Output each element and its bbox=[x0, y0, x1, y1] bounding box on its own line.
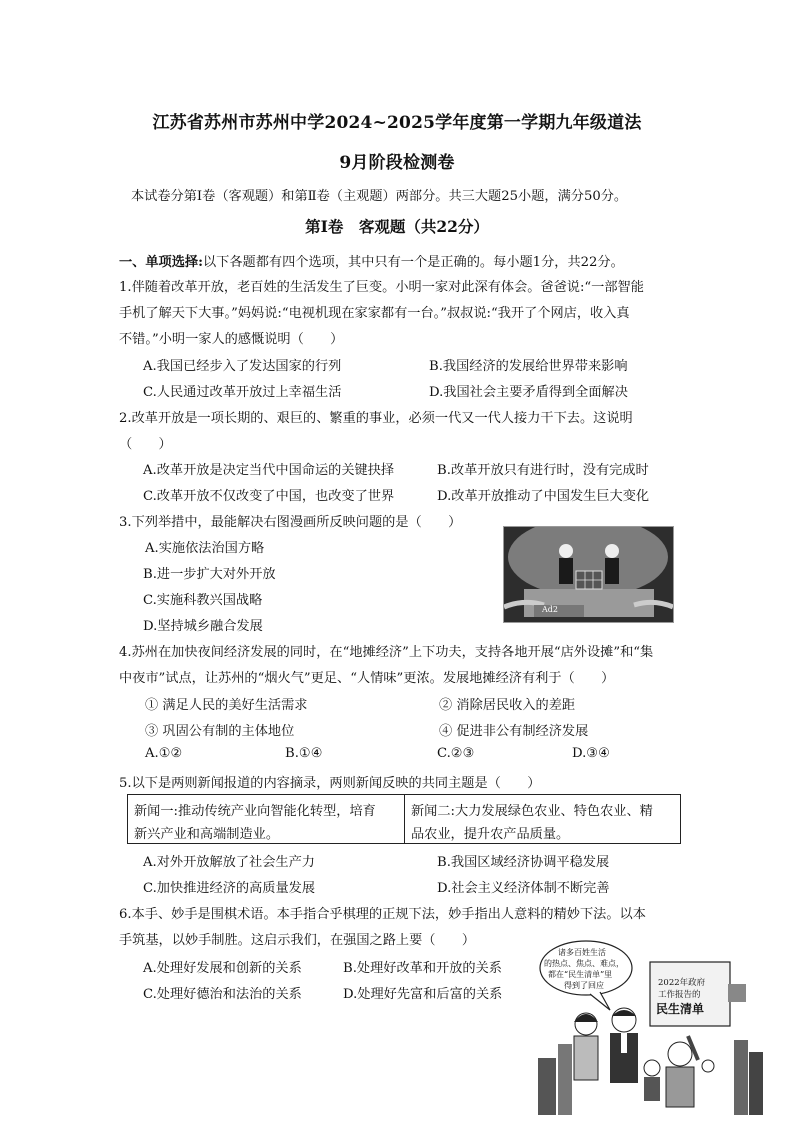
report-sign-line2: 工作报告的 bbox=[658, 990, 701, 1000]
q5-option-d[interactable]: D.社会主义经济体制不断完善 bbox=[437, 881, 610, 896]
q4-stem-line2: 中夜市”试点，让苏州的“烟火气”更足、“人情味”更浓。发展地摊经济有利于（ ） bbox=[119, 671, 615, 686]
q6-stem-line1: 6.本手、妙手是围棋术语。本手指合乎棋理的正规下法，妙手指出人意料的精妙下法。以本 bbox=[119, 907, 646, 922]
q4-statement-2: ② 消除居民收入的差距 bbox=[439, 698, 576, 713]
page-subtitle: 9月阶段检测卷 bbox=[339, 153, 455, 173]
q3-cartoon bbox=[503, 526, 674, 623]
q3-option-b[interactable]: B.进一步扩大对外开放 bbox=[143, 567, 276, 582]
q4-stem-line1: 4.苏州在加快夜间经济发展的同时，在“地摊经济”上下功夫，支持各地开展“店外设摊”和“集 bbox=[119, 645, 654, 660]
q2-option-c[interactable]: C.改革开放不仅改变了中国，也改变了世界 bbox=[143, 489, 395, 504]
section-instruction bbox=[119, 251, 624, 270]
report-sign-title: 民生清单 bbox=[656, 1002, 705, 1016]
q5-news1-line1: 新闻一:推动传统产业向智能化转型，培育 bbox=[134, 804, 376, 819]
q6-option-c[interactable]: C.处理好德治和法治的关系 bbox=[143, 987, 302, 1002]
q5-news2-line1: 新闻二:大力发展绿色农业、特色农业、精 bbox=[411, 804, 653, 819]
part1-heading: 第Ⅰ卷 客观题（共22分） bbox=[305, 217, 489, 236]
q2-option-b[interactable]: B.改革开放只有进行时，没有完成时 bbox=[437, 463, 649, 478]
bubble-line2: 的热点、焦点、难点， bbox=[544, 959, 624, 968]
q5-news1-line2: 新兴产业和高端制造业。 bbox=[134, 827, 280, 842]
q3-stem: 3.下列举措中，最能解决右图漫画所反映问题的是（ ） bbox=[119, 515, 462, 530]
q1-option-d[interactable]: D.我国社会主要矛盾得到全面解决 bbox=[429, 385, 628, 400]
q4-option-b[interactable]: B.①④ bbox=[285, 746, 323, 761]
q6-option-a[interactable]: A.处理好发展和创新的关系 bbox=[143, 961, 302, 976]
q1-option-a[interactable]: A.我国已经步入了发达国家的行列 bbox=[143, 359, 342, 374]
q2-stem-line2: （ ） bbox=[119, 437, 172, 452]
q1-option-b[interactable]: B.我国经济的发展给世界带来影响 bbox=[429, 359, 628, 374]
q3-option-d[interactable]: D.坚持城乡融合发展 bbox=[143, 619, 263, 634]
report-sign-line1: 2022年政府 bbox=[658, 978, 706, 988]
q6-stem-line2: 手筑基，以妙手制胜。这启示我们，在强国之路上要（ ） bbox=[119, 933, 476, 948]
q5-option-c[interactable]: C.加快推进经济的高质量发展 bbox=[143, 881, 316, 896]
q1-option-c[interactable]: C.人民通过改革开放过上幸福生活 bbox=[143, 385, 342, 400]
q5-news2-line2: 品农业，提升农产品质量。 bbox=[411, 827, 570, 842]
q5-option-b[interactable]: B.我国区域经济协调平稳发展 bbox=[437, 855, 610, 870]
q4-statement-1: ① 满足人民的美好生活需求 bbox=[145, 698, 308, 713]
q2-stem-line1: 2.改革开放是一项长期的、艰巨的、繁重的事业，必须一代又一代人接力干下去。这说明 bbox=[119, 411, 633, 426]
exam-intro: 本试卷分第Ⅰ卷（客观题）和第Ⅱ卷（主观题）两部分。共三大题25小题，满分50分。 bbox=[131, 189, 628, 204]
q1-stem-line2: 手机了解天下大事。”妈妈说:“电视机现在家家都有一台。”叔叔说:“我开了个网店，收入真 bbox=[119, 306, 630, 321]
q4-option-c[interactable]: C.②③ bbox=[437, 746, 475, 761]
q1-stem-line3: 不错。”小明一家人的感慨说明（ ） bbox=[119, 332, 344, 347]
q2-option-a[interactable]: A.改革开放是决定当代中国命运的关键抉择 bbox=[143, 463, 395, 478]
q1-stem-line1: 1.伴随着改革开放，老百姓的生活发生了巨变。小明一家对此深有体会。爸爸说:“一部智能 bbox=[119, 280, 644, 295]
q3-option-c[interactable]: C.实施科教兴国战略 bbox=[143, 593, 263, 608]
q4-statement-4: ④ 促进非公有制经济发展 bbox=[439, 724, 589, 739]
page-title: 江苏省苏州市苏州中学2024~2025学年度第一学期九年级道法 bbox=[152, 113, 642, 133]
cartoon-label: Ad2 bbox=[542, 605, 558, 614]
handshake-cartoon-illustration bbox=[504, 527, 673, 622]
bubble-line4: 得到了回应 bbox=[564, 981, 604, 990]
q6-cartoon bbox=[538, 940, 763, 1115]
q5-stem: 5.以下是两则新闻报道的内容摘录，两则新闻反映的共同主题是（ ） bbox=[119, 776, 541, 791]
q6-option-b[interactable]: B.处理好改革和开放的关系 bbox=[343, 961, 502, 976]
q4-option-a[interactable]: A.①② bbox=[145, 746, 183, 761]
q3-option-a[interactable]: A.实施依法治国方略 bbox=[145, 541, 265, 556]
q4-statement-3: ③ 巩固公有制的主体地位 bbox=[145, 724, 295, 739]
bubble-line1: 诸多百姓生活 bbox=[558, 948, 606, 957]
q6-option-d[interactable]: D.处理好先富和后富的关系 bbox=[343, 987, 503, 1002]
instruction-label: 一、单项选择: bbox=[119, 255, 203, 270]
instruction-text: 以下各题都有四个选项，其中只有一个是正确的。每小题1分，共22分。 bbox=[203, 255, 624, 270]
q2-option-d[interactable]: D.改革开放推动了中国发生巨大变化 bbox=[437, 489, 650, 504]
q5-news-divider bbox=[404, 794, 405, 844]
bubble-line3: 都在“民生清单”里 bbox=[548, 970, 613, 979]
q5-option-a[interactable]: A.对外开放解放了社会生产力 bbox=[143, 855, 315, 870]
q4-option-d[interactable]: D.③④ bbox=[572, 746, 610, 761]
